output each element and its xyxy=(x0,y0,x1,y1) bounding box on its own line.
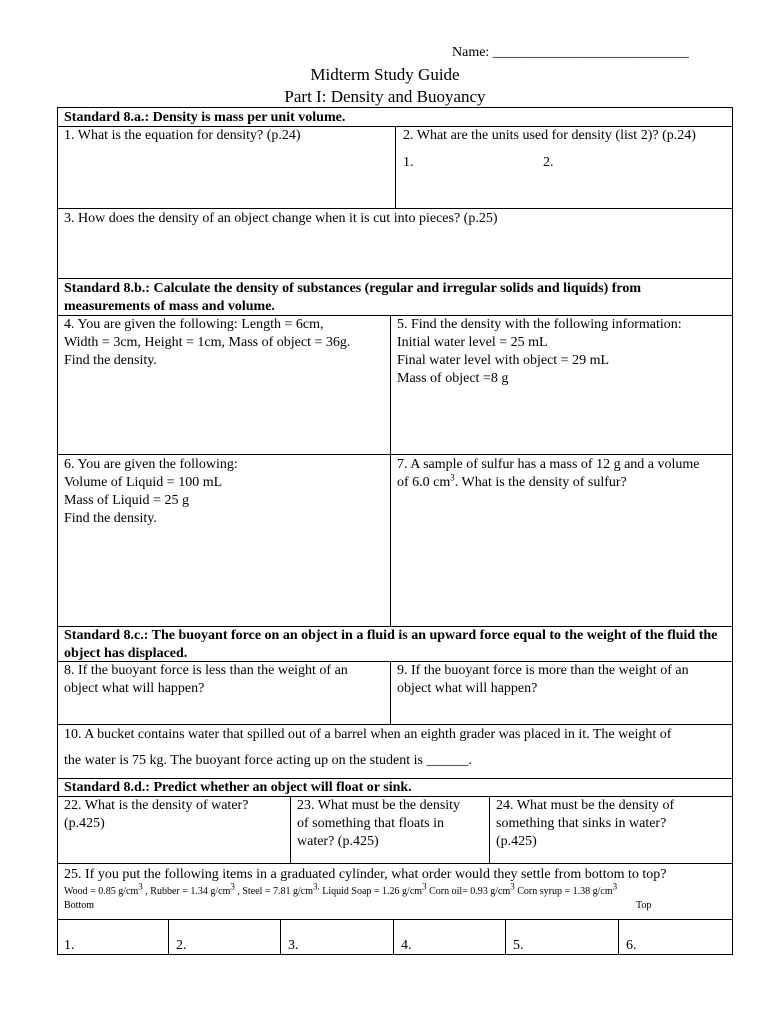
divider xyxy=(168,919,169,955)
answer-slot-6[interactable]: 6. xyxy=(626,938,637,953)
answer-slot-1[interactable]: 1. xyxy=(64,938,75,953)
question-8-line: 8. If the buoyant force is less than the weight of an xyxy=(64,663,348,678)
question-22 xyxy=(64,797,286,833)
question-24-line: 24. What must be the density of xyxy=(496,798,675,813)
answer-slot-2[interactable]: 2. xyxy=(176,938,187,953)
divider xyxy=(618,919,619,955)
question-5-line: 5. Find the density with the following information: xyxy=(397,317,682,332)
divider xyxy=(58,863,732,864)
question-1: 1. What is the equation for density? (p.24) xyxy=(64,128,301,143)
divider xyxy=(58,208,732,209)
standard-8c-heading: Standard 8.c.: The buoyant force on an object in a fluid is an upward force equal to the weight of the fluid the object has displaced. xyxy=(64,628,718,661)
answer-slot-3[interactable]: 3. xyxy=(288,938,299,953)
question-25: 25. If you put the following items in a graduated cylinder, what order would they settle from bottom to top? xyxy=(64,867,667,882)
question-6-line: Find the density. xyxy=(64,511,157,526)
item-liquid-soap: Liquid Soap = 1.26 $g/cm^3$ xyxy=(322,881,427,897)
bottom-label: Bottom xyxy=(64,900,95,911)
question-6-line: Mass of Liquid = 25 g xyxy=(64,493,189,508)
question-5 xyxy=(397,316,727,388)
question-8 xyxy=(64,662,386,698)
question-10-line: 10. A bucket contains water that spilled out of a barrel when an eighth grader was placed in it. The weight of xyxy=(64,727,672,742)
name-blank[interactable]: ____________________________ xyxy=(492,45,689,60)
item-corn-oil: Corn oil= 0.93 $g/cm^3$ xyxy=(429,881,515,897)
question-6-line: 6. You are given the following: xyxy=(64,457,238,472)
question-24-line: something that sinks in water? xyxy=(496,816,667,831)
question-24-line: (p.425) xyxy=(496,834,537,849)
question-3: 3. How does the density of an object change when it is cut into pieces? (p.25) xyxy=(64,211,498,226)
standard-8a-heading: Standard 8.a.: Density is mass per unit volume. xyxy=(64,110,346,125)
question-8-line: object what will happen? xyxy=(64,681,205,696)
divider xyxy=(393,919,394,955)
question-23 xyxy=(297,797,487,851)
question-9-line: 9. If the buoyant force is more than the weight of an xyxy=(397,663,689,678)
divider xyxy=(395,126,396,208)
question-23-line: of something that floats in xyxy=(297,816,444,831)
question-2: 2. What are the units used for density (list 2)? (p.24) xyxy=(403,128,696,143)
divider xyxy=(505,919,506,955)
standard-8d-heading: Standard 8.d.: Predict whether an object will float or sink. xyxy=(64,780,412,795)
question-4-line: 4. You are given the following: Length = 6cm, xyxy=(64,317,324,332)
item-rubber: Rubber = 1.34 $g/cm^3$ , xyxy=(150,881,243,897)
question-24 xyxy=(496,797,728,851)
question-9-line: object what will happen? xyxy=(397,681,538,696)
question-7-line: of 6.0 $cm^3$. What is the density of sulfur? xyxy=(397,472,627,490)
question-22-line: 22. What is the density of water? xyxy=(64,798,249,813)
top-label: Top xyxy=(636,900,652,911)
question-5-line: Initial water level = 25 mL xyxy=(397,335,548,350)
standard-8b-heading: Standard 8.b.: Calculate the density of substances (regular and irregular solids and liquids) from measurements of mass and volume. xyxy=(64,281,642,314)
question-7-line: 7. A sample of sulfur has a mass of 12 g and a volume xyxy=(397,457,700,472)
density-items-list xyxy=(64,881,732,898)
question-4-line: Width = 3cm, Height = 1cm, Mass of object = 36g. xyxy=(64,335,351,350)
question-6-line: Volume of Liquid = 100 mL xyxy=(64,475,223,490)
name-field[interactable] xyxy=(452,44,722,62)
question-5-line: Mass of object =8 g xyxy=(397,371,509,386)
answer-slot-5[interactable]: 5. xyxy=(513,938,524,953)
q2-answer-1-label[interactable]: 1. xyxy=(403,155,414,170)
item-steel: Steel = 7.81 $g/cm^{3.}$ xyxy=(242,881,320,897)
question-22-line: (p.425) xyxy=(64,816,105,831)
name-label: Name: xyxy=(452,45,493,60)
item-wood: Wood = 0.85 $g/cm^3$ , xyxy=(64,881,151,897)
divider xyxy=(58,278,732,279)
study-guide-table xyxy=(57,107,733,955)
question-10 xyxy=(64,726,732,770)
question-23-line: water? (p.425) xyxy=(297,834,379,849)
question-6 xyxy=(64,456,386,528)
divider xyxy=(390,315,391,626)
page-subtitle: Part I: Density and Buoyancy xyxy=(284,87,486,106)
question-4 xyxy=(64,316,386,370)
question-23-line: 23. What must be the density xyxy=(297,798,461,813)
question-9 xyxy=(397,662,727,698)
page-title: Midterm Study Guide xyxy=(310,65,460,84)
item-corn-syrup: Corn syrup = 1.38 $g/cm^3$ xyxy=(517,881,618,897)
answer-slot-4[interactable]: 4. xyxy=(401,938,412,953)
question-5-line: Final water level with object = 29 mL xyxy=(397,353,610,368)
divider xyxy=(58,454,732,455)
question-4-line: Find the density. xyxy=(64,353,157,368)
q2-answer-2-label[interactable]: 2. xyxy=(543,155,554,170)
divider xyxy=(390,661,391,724)
divider xyxy=(58,724,732,725)
divider xyxy=(280,919,281,955)
divider xyxy=(290,796,291,863)
question-7 xyxy=(397,456,727,492)
divider xyxy=(58,919,732,920)
question-10-line: the water is 75 kg. The buoyant force acting up on the student is ______. xyxy=(64,753,472,768)
divider xyxy=(489,796,490,863)
